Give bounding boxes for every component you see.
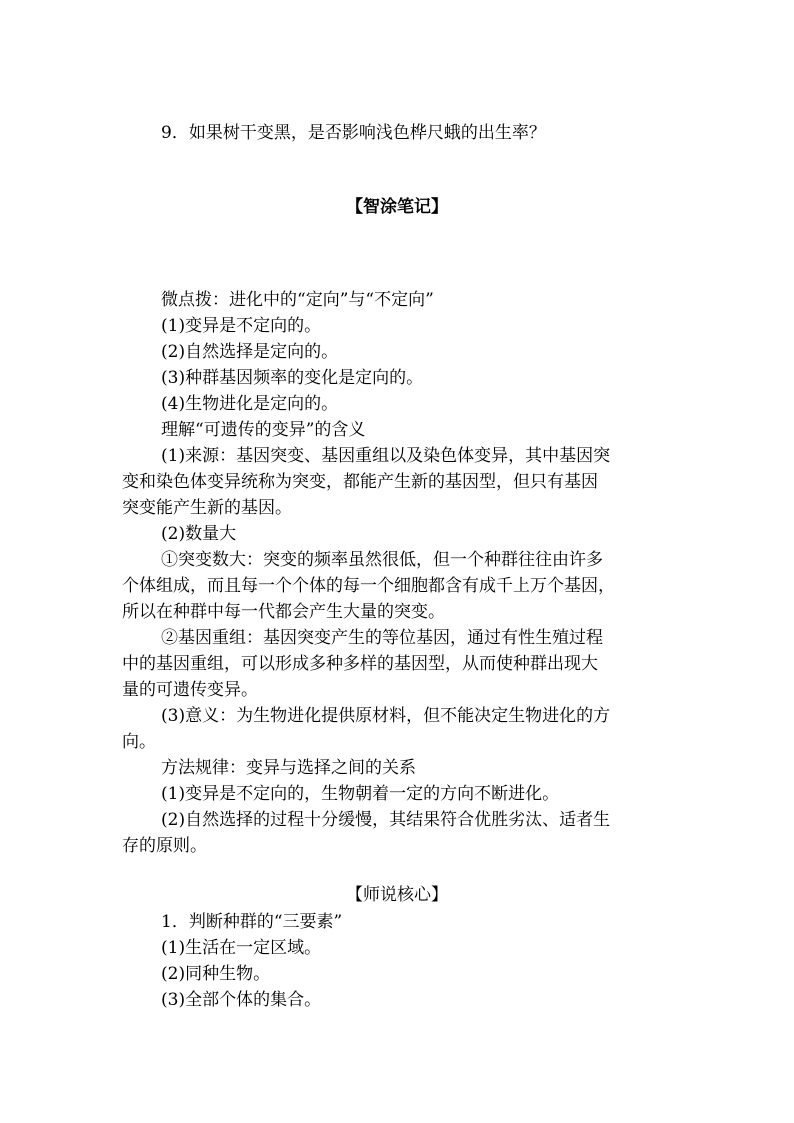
tip-item: (3)种群基因频率的变化是定向的。 [161,368,424,388]
mutation-line: 个体组成，而且每一个个体的每一个细胞都含有成千上万个基因， [122,576,615,596]
source-line: (1)来源：基因突变、基因重组以及染色体变异，其中基因突 [161,446,611,466]
tip-item: (4)生物进化是定向的。 [161,394,339,414]
mutation-line: 所以在种群中每一代都会产生大量的突变。 [122,602,445,622]
mutation-line: ①突变数大：突变的频率虽然很低，但一个种群往往由许多 [161,550,603,570]
meaning-line: 向。 [122,732,156,752]
question-9: 9．如果树干变黑，是否影响浅色桦尺蛾的出生率？ [161,123,546,143]
method-line: (1)变异是不定向的，生物朝着一定的方向不断进化。 [161,784,560,804]
tip-item: (1)变异是不定向的。 [161,316,322,336]
amount-heading: (2)数量大 [161,524,237,544]
understand-heading: 理解“可遗传的变异”的含义 [161,420,366,440]
tip-heading: 微点拨：进化中的“定向”与“不定向” [161,290,434,310]
method-heading: 方法规律：变异与选择之间的关系 [161,758,416,778]
core-heading: 1．判断种群的“三要素” [161,912,343,932]
recombination-line: ②基因重组：基因突变产生的等位基因，通过有性生殖过程 [161,628,603,648]
source-line: 变和染色体变异统称为突变，都能产生新的基因型，但只有基因 [122,472,598,492]
meaning-line: (3)意义：为生物进化提供原材料，但不能决定生物进化的方 [161,706,611,726]
notes-title: 【智涂笔记】 [346,197,448,217]
tip-item: (2)自然选择是定向的。 [161,342,339,362]
core-item: (1)生活在一定区域。 [161,938,322,958]
recombination-line: 量的可遗传变异。 [122,680,258,700]
recombination-line: 中的基因重组，可以形成多种多样的基因型，从而使种群出现大 [122,654,598,674]
core-title: 【师说核心】 [346,885,448,905]
method-line: (2)自然选择的过程十分缓慢，其结果符合优胜劣汰、适者生 [161,810,611,830]
source-line: 突变能产生新的基因。 [122,498,292,518]
method-line: 存的原则。 [122,836,207,856]
core-item: (2)同种生物。 [161,964,271,984]
core-item: (3)全部个体的集合。 [161,990,322,1010]
